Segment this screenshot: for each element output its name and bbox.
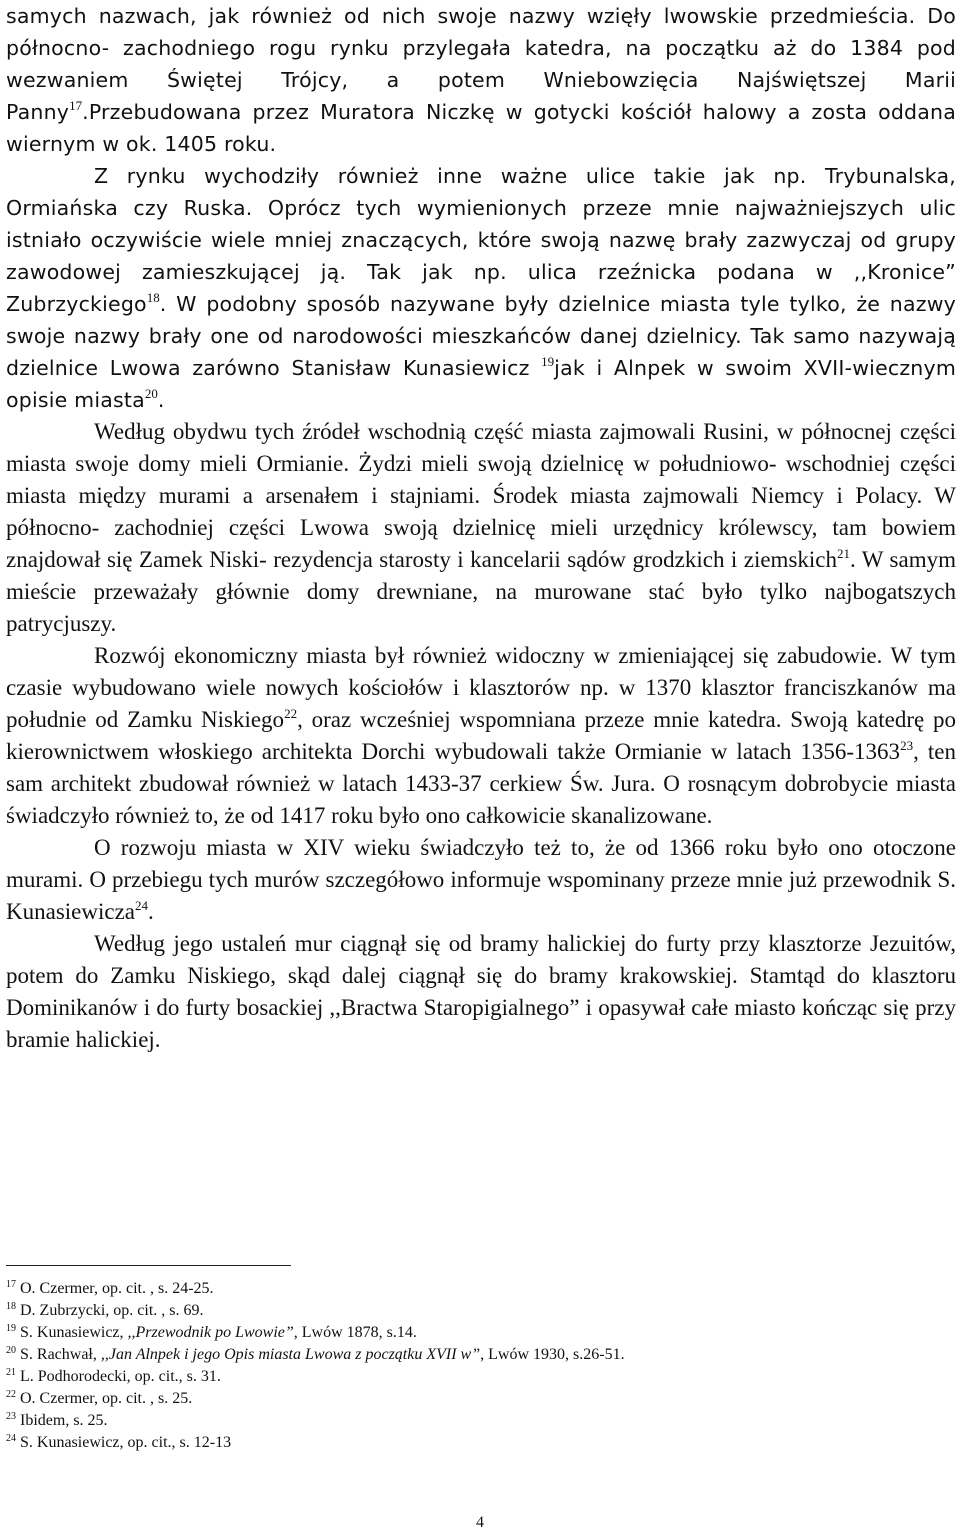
footnote-number: 19 bbox=[6, 1323, 16, 1334]
paragraph bbox=[6, 640, 956, 832]
footnote bbox=[6, 1322, 946, 1344]
footnote-text: D. Zubrzycki, op. cit. , s. 69. bbox=[16, 1302, 204, 1319]
footnote-text: S. Kunasiewicz, op. cit., s. 12-13 bbox=[16, 1434, 232, 1451]
footnote-text: , Lwów 1878, s.14. bbox=[293, 1324, 417, 1341]
footnote-text: L. Podhorodecki, op. cit., s. 31. bbox=[16, 1368, 221, 1385]
page-number: 4 bbox=[476, 1514, 484, 1531]
footnote-number: 20 bbox=[6, 1345, 16, 1356]
footnote-number: 22 bbox=[6, 1389, 16, 1400]
footnote-title: ,,Jan Alnpek i jego Opis miasta Lwowa z początku XVII w” bbox=[100, 1346, 481, 1363]
paragraph bbox=[6, 832, 956, 928]
footnote-ref: 18 bbox=[146, 290, 160, 305]
footnote-number: 17 bbox=[6, 1279, 16, 1290]
footnote bbox=[6, 1300, 946, 1322]
text-run: .Przebudowana przez Muratora Niczkę w gotycki kościół halowy a zosta oddana wiernym w ok. 1405 roku. bbox=[6, 100, 956, 156]
footnote bbox=[6, 1432, 946, 1454]
text-run: . W samym mieście przeważały głównie domy drewniane, na murowane stać było tylko najbogatszych patrycjuszy. bbox=[6, 547, 956, 636]
footnote-text: S. Rachwał, bbox=[16, 1346, 101, 1363]
text-run: Rozwój ekonomiczny miasta był również widoczny w zmieniającej się zabudowie. W tym czasie wybudowano wiele nowych kościołów i klasztorów np. w 1370 klasztor franciszkanów ma południe od Zamku Niskiego bbox=[6, 643, 956, 732]
text-run: O rozwoju miasta w XIV wieku świadczyło też to, że od 1366 roku było ono otoczone murami. O przebiegu tych murów szczegółowo informuje wspominany przeze mnie już przewodnik S. Kunasiewicza bbox=[6, 835, 956, 924]
footnote-title: ,,Przewodnik po Lwowie” bbox=[127, 1324, 294, 1341]
footnote-separator bbox=[6, 1265, 291, 1266]
footnote-text: S. Kunasiewicz, bbox=[16, 1324, 128, 1341]
footnote bbox=[6, 1388, 946, 1410]
paragraph bbox=[6, 928, 956, 1056]
text-run: , ten sam architekt zbudował również w latach 1433-37 cerkiew Św. Jura. O rosnącym dobrobycie miasta świadczyło również to, że od 1417 roku było ono całkowicie skanalizowane. bbox=[6, 739, 956, 828]
body-text bbox=[6, 0, 956, 1056]
paragraph bbox=[6, 0, 956, 160]
footnote-text: O. Czermer, op. cit. , s. 25. bbox=[16, 1390, 193, 1407]
footnote-ref: 17 bbox=[69, 98, 83, 113]
text-run: , oraz wcześniej wspomniana przeze mnie katedra. Swoją katedrę po kierownictwem włoskiego architekta Dorchi wybudowali także Ormianie w latach 1356-1363 bbox=[6, 707, 957, 764]
footnotes bbox=[6, 1278, 946, 1454]
footnote-text: O. Czermer, op. cit. , s. 24-25. bbox=[16, 1280, 214, 1297]
footnote-text: Ibidem, s. 25. bbox=[16, 1412, 108, 1429]
footnote-ref: 20 bbox=[144, 386, 158, 401]
text-run: . bbox=[157, 388, 165, 412]
footnote bbox=[6, 1344, 946, 1366]
text-run: jak i Alnpek w swoim XVII-wiecznym opisie miasta bbox=[6, 356, 957, 412]
footnote-ref: 19 bbox=[541, 354, 555, 369]
text-run: Z rynku wychodziły również inne ważne ulice takie jak np. Trybunalska, Ormiańska czy Ruska. Oprócz tych wymienionych przeze mnie najważniejszych ulic istniało oczywiście wiele mniej znaczących, które swoją nazwę brały zazwyczaj od grupy zawodowej zamieszkującej ją. Tak jak np. ulica rzeźnicka podana w ,,Kronice” Zubrzyckiego bbox=[6, 164, 956, 316]
text-run: . W podobny sposób nazywane były dzielnice miasta tyle tylko, że nazwy swoje nazwy brały one od narodowości mieszkańców danej dzielnicy. Tak samo nazywają dzielnice Lwowa zarówno Stanisław Kunasiewicz bbox=[6, 292, 956, 380]
paragraph bbox=[6, 416, 956, 640]
footnote-ref: 24 bbox=[135, 898, 148, 913]
text-run: . bbox=[148, 899, 154, 924]
paragraph bbox=[6, 160, 956, 416]
footnote-number: 21 bbox=[6, 1367, 16, 1378]
footnote-number: 24 bbox=[6, 1433, 16, 1444]
text-run: samych nazwach, jak również od nich swoje nazwy wzięły lwowskie przedmieścia. Do północno- zachodniego rogu rynku przylegała katedra, na początku aż do 1384 pod wezwaniem Świętej Trójcy, a potem Wniebowzięcia Najświętszej Marii Panny bbox=[6, 4, 956, 124]
footnote bbox=[6, 1278, 946, 1300]
footnote-ref: 22 bbox=[284, 706, 298, 721]
footnote bbox=[6, 1366, 946, 1388]
footnote-ref: 23 bbox=[900, 738, 914, 753]
footnote-number: 23 bbox=[6, 1411, 16, 1422]
footnote-text: , Lwów 1930, s.26-51. bbox=[480, 1346, 625, 1363]
footnote bbox=[6, 1410, 946, 1432]
text-run: Według obydwu tych źródeł wschodnią część miasta zajmowali Rusini, w północnej części miasta swoje domy mieli Ormianie. Żydzi mieli swoją dzielnicę w południowo- wschodniej części miasta między murami a arsenałem i stajniami. Środek miasta zajmowali Niemcy i Polacy. W północno- zachodniej części Lwowa swoją dzielnicę mieli urzędnicy królewscy, tam bowiem znajdował się Zamek Niski- rezydencja starosty i kancelarii sądów grodzkich i ziemskich bbox=[6, 419, 956, 572]
footnote-ref: 21 bbox=[837, 546, 850, 561]
footnote-number: 18 bbox=[6, 1301, 16, 1312]
text-run: Według jego ustaleń mur ciągnął się od bramy halickiej do furty przy klasztorze Jezuitów, potem do Zamku Niskiego, skąd dalej ciągnął się do bramy krakowskiej. Stamtąd do klasztoru Dominikanów i do furty bosackiej ,,Bractwa Staropigialnego” i opasywał całe miasto kończąc się przy bramie halickiej. bbox=[6, 931, 956, 1052]
